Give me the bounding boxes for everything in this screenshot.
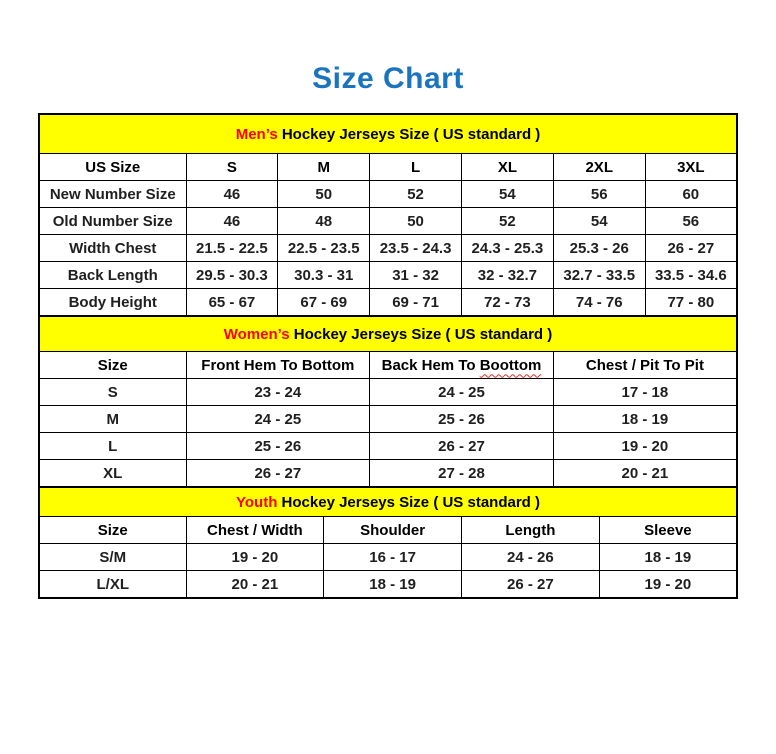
table-row <box>39 181 737 208</box>
size-value-cell: 50 <box>370 208 462 235</box>
size-value-cell: 19 - 20 <box>186 544 324 571</box>
row-label: Back Length <box>39 262 186 289</box>
table-row <box>39 406 737 433</box>
size-value-cell: 74 - 76 <box>553 289 645 317</box>
table-row <box>39 262 737 289</box>
size-value-cell: 52 <box>370 181 462 208</box>
column-header: Shoulder <box>324 517 462 544</box>
column-header: L <box>370 154 462 181</box>
column-header: 2XL <box>553 154 645 181</box>
size-value-cell: 27 - 28 <box>370 460 554 488</box>
youth-banner-row <box>39 487 737 517</box>
womens-column-header-row <box>39 352 737 379</box>
row-label: Body Height <box>39 289 186 317</box>
size-value-cell: 18 - 19 <box>324 571 462 599</box>
size-value-cell: 23 - 24 <box>186 379 370 406</box>
size-value-cell: 17 - 18 <box>553 379 737 406</box>
size-value-cell: 32.7 - 33.5 <box>553 262 645 289</box>
size-value-cell: 77 - 80 <box>645 289 737 317</box>
section-header-text: Hockey Jerseys Size ( US standard ) <box>289 325 553 343</box>
size-value-cell: 52 <box>461 208 553 235</box>
column-header: 3XL <box>645 154 737 181</box>
row-label: S <box>39 379 186 406</box>
size-value-cell: 56 <box>645 208 737 235</box>
size-value-cell: 48 <box>278 208 370 235</box>
size-value-cell: 26 - 27 <box>186 460 370 488</box>
mens-section-header <box>39 114 737 154</box>
row-label: Width Chest <box>39 235 186 262</box>
womens-size-table <box>38 315 738 488</box>
misspelled-word: Boottom <box>479 356 542 374</box>
size-value-cell: 21.5 - 22.5 <box>186 235 278 262</box>
column-header: US Size <box>39 154 186 181</box>
row-label: S/M <box>39 544 186 571</box>
size-value-cell: 24.3 - 25.3 <box>461 235 553 262</box>
page-title: Size Chart <box>312 62 464 95</box>
column-header: Front Hem To Bottom <box>186 352 370 379</box>
size-value-cell: 19 - 20 <box>599 571 737 599</box>
size-value-cell: 72 - 73 <box>461 289 553 317</box>
column-header: Chest / Pit To Pit <box>553 352 737 379</box>
size-value-cell: 24 - 25 <box>370 379 554 406</box>
size-value-cell: 25 - 26 <box>186 433 370 460</box>
table-row <box>39 289 737 317</box>
size-value-cell: 19 - 20 <box>553 433 737 460</box>
size-value-cell: 29.5 - 30.3 <box>186 262 278 289</box>
column-header: Sleeve <box>599 517 737 544</box>
size-value-cell: 65 - 67 <box>186 289 278 317</box>
column-header: Size <box>39 517 186 544</box>
size-value-cell: 16 - 17 <box>324 544 462 571</box>
size-value-cell: 20 - 21 <box>553 460 737 488</box>
size-value-cell: 24 - 25 <box>186 406 370 433</box>
column-header: Chest / Width <box>186 517 324 544</box>
size-value-cell: 26 - 27 <box>462 571 600 599</box>
size-value-cell: 50 <box>278 181 370 208</box>
womens-banner-row <box>39 316 737 352</box>
size-value-cell: 26 - 27 <box>645 235 737 262</box>
table-row <box>39 571 737 599</box>
column-header: Size <box>39 352 186 379</box>
row-label: L/XL <box>39 571 186 599</box>
size-tables-container <box>38 113 738 599</box>
column-header-text: Back Hem To <box>381 356 480 374</box>
youth-size-table <box>38 486 738 599</box>
size-value-cell: 67 - 69 <box>278 289 370 317</box>
size-value-cell: 54 <box>461 181 553 208</box>
table-row <box>39 379 737 406</box>
size-value-cell: 33.5 - 34.6 <box>645 262 737 289</box>
size-value-cell: 23.5 - 24.3 <box>370 235 462 262</box>
mens-column-header-row <box>39 154 737 181</box>
size-value-cell: 32 - 32.7 <box>461 262 553 289</box>
size-value-cell: 18 - 19 <box>599 544 737 571</box>
section-header-accent: Men’s <box>235 125 278 143</box>
size-value-cell: 25.3 - 26 <box>553 235 645 262</box>
youth-column-header-row <box>39 517 737 544</box>
section-header-accent: Youth <box>236 493 278 511</box>
size-value-cell: 22.5 - 23.5 <box>278 235 370 262</box>
column-header: XL <box>461 154 553 181</box>
size-value-cell: 46 <box>186 181 278 208</box>
size-value-cell: 30.3 - 31 <box>278 262 370 289</box>
size-value-cell: 26 - 27 <box>370 433 554 460</box>
table-row <box>39 460 737 488</box>
section-header-text: Hockey Jerseys Size ( US standard ) <box>277 493 540 511</box>
size-value-cell: 20 - 21 <box>186 571 324 599</box>
row-label: Old Number Size <box>39 208 186 235</box>
section-header-accent: Women’s <box>223 325 290 343</box>
column-header: M <box>278 154 370 181</box>
mens-banner-row <box>39 114 737 154</box>
row-label: New Number Size <box>39 181 186 208</box>
size-value-cell: 18 - 19 <box>553 406 737 433</box>
size-value-cell: 25 - 26 <box>370 406 554 433</box>
table-row <box>39 433 737 460</box>
size-chart-page <box>0 62 776 599</box>
size-value-cell: 31 - 32 <box>370 262 462 289</box>
size-value-cell: 60 <box>645 181 737 208</box>
column-header <box>370 352 554 379</box>
table-row <box>39 235 737 262</box>
row-label: L <box>39 433 186 460</box>
size-value-cell: 69 - 71 <box>370 289 462 317</box>
mens-size-table <box>38 113 738 317</box>
womens-section-header <box>39 316 737 352</box>
size-value-cell: 56 <box>553 181 645 208</box>
column-header: Length <box>462 517 600 544</box>
section-header-text: Hockey Jerseys Size ( US standard ) <box>277 125 541 143</box>
size-value-cell: 46 <box>186 208 278 235</box>
youth-section-header <box>39 487 737 517</box>
row-label: XL <box>39 460 186 488</box>
size-value-cell: 54 <box>553 208 645 235</box>
table-row <box>39 208 737 235</box>
row-label: M <box>39 406 186 433</box>
table-row <box>39 544 737 571</box>
column-header: S <box>186 154 278 181</box>
size-value-cell: 24 - 26 <box>462 544 600 571</box>
